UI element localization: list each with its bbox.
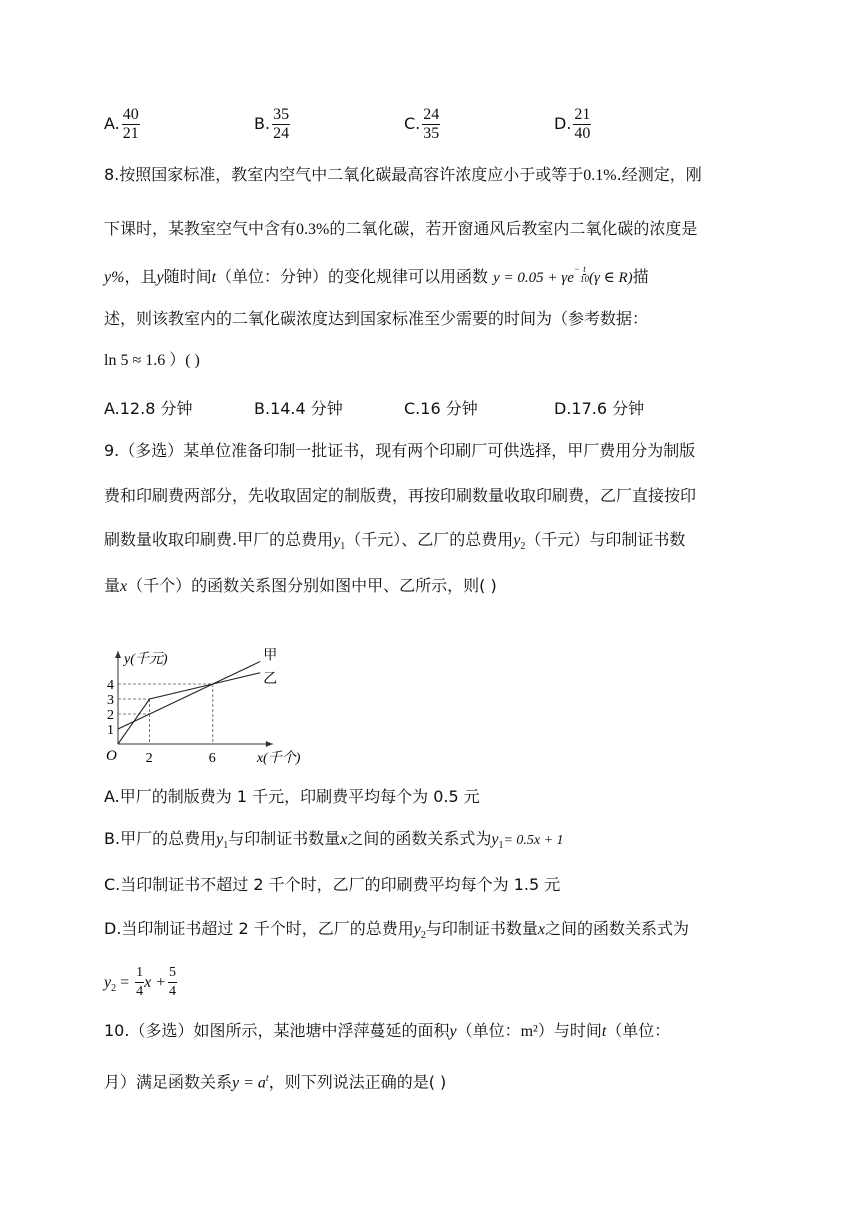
q8-option-d: D.17.6 分钟 — [554, 399, 645, 418]
q9-option-a: A.甲厂的制版费为 1 千元，印刷费平均每个为 0.5 元 — [104, 787, 480, 806]
q7-option-a: A. $\frac{40}{21}$ — [104, 106, 139, 142]
q8-option-a: A.12.8 分钟 — [104, 399, 193, 418]
y-tick-label: 2 — [107, 708, 114, 723]
q9-option-c: C.当印制证书不超过 2 千个时，乙厂的印刷费平均每个为 1.5 元 — [104, 875, 561, 894]
series-label-2: 乙 — [263, 670, 278, 687]
q8-line-2: 下课时，某教室空气中含有0.3%的二氧化碳，若开窗通风后教室内二氧化碳的浓度是 — [104, 219, 698, 238]
q9-line-4: 量x（千个）的函数关系图分别如图中甲、乙所示，则( ) — [104, 576, 497, 595]
q10-line-2: 月）满足函数关系$y = a^t$，则下列说法正确的是( ) — [104, 1072, 447, 1092]
series-line-1 — [118, 662, 260, 730]
q7-option-c: C. $\frac{24}{35}$ — [404, 106, 440, 142]
q8-line-3: y%，且y随时间t（单位：分钟）的变化规律可以用函数 y = 0.05 + γe− $\frac{t}{10}$ (γ ∈ R)描 — [104, 264, 649, 286]
q7-option-b: B. $\frac{35}{24}$ — [254, 106, 290, 142]
x-axis-arrow — [266, 741, 273, 747]
y-tick-label: 1 — [107, 723, 114, 738]
q8-line-5: ln 5 ≈ 1.6 ）( ) — [104, 352, 200, 369]
q9-option-d-formula: $y_2$ = $\frac{1}{4}$ x + $\frac{5}{4}$ — [104, 965, 177, 999]
y-tick-label: 4 — [107, 678, 114, 693]
series-label-1: 甲 — [263, 647, 278, 664]
q8-line-4: 述，则该教室内的二氧化碳浓度达到国家标准至少需要的时间为（参考数据： — [104, 309, 649, 328]
cost-chart — [104, 612, 304, 778]
q8-line-1: 8.按照国家标准，教室内空气中二氧化碳最高容许浓度应小于或等于0.1%.经测定，刚 — [104, 165, 702, 184]
y-axis-arrow — [115, 651, 121, 658]
x-axis-label: x(千个) — [256, 751, 301, 766]
x-tick-label: 2 — [145, 751, 153, 766]
series-line-2 — [118, 673, 260, 744]
q9-line-2: 费和印刷费两部分，先收取固定的制版费，再按印刷数量收取印刷费，乙厂直接按印 — [104, 486, 697, 505]
x-tick-label: 6 — [208, 751, 216, 766]
q9-line-3: 刷数量收取印刷费.甲厂的总费用$y_1$（千元）、乙厂的总费用$y_2$（千元）与印制证书数 — [104, 530, 686, 553]
q9-option-d: D.当印制证书超过 2 千个时，乙厂的总费用$y_2$与印制证书数量x之间的函数关系式为 — [104, 919, 690, 942]
q8-formula: y = 0.05 + γe− $\frac{t}{10}$ (γ ∈ R) — [493, 264, 633, 286]
y-axis-label: y(千元) — [124, 652, 168, 667]
y-tick-label: 3 — [107, 693, 114, 708]
q7-option-d: D. $\frac{21}{40}$ — [554, 106, 591, 142]
q10-line-1: 10.（多选）如图所示，某池塘中浮萍蔓延的面积y（单位：m²）与时间t（单位： — [104, 1021, 671, 1040]
q8-option-c: C.16 分钟 — [404, 399, 478, 418]
q9-line-1: 9.（多选）某单位准备印制一批证书，现有两个印刷厂可供选择，甲厂费用分为制版 — [104, 441, 696, 460]
q9-option-b: B.甲厂的总费用$y_1$与印制证书数量x之间的函数关系式为$y_1= 0.5x + 1$ — [104, 829, 564, 852]
origin-label: O — [106, 748, 117, 764]
q8-option-b: B.14.4 分钟 — [254, 399, 343, 418]
